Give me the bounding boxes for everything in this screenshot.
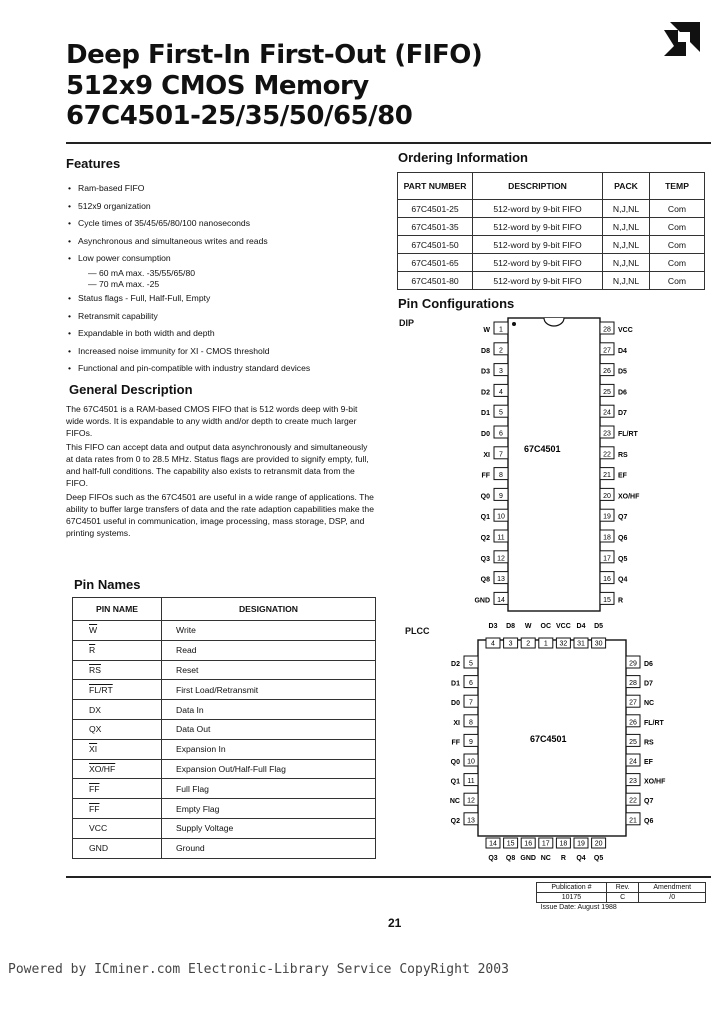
pin-number: 9 — [499, 492, 503, 500]
general-description-body — [66, 403, 376, 541]
pin-number: 7 — [469, 699, 473, 707]
pin-label: Q1 — [450, 778, 460, 786]
publication-label: Publication # — [537, 883, 607, 893]
pin-label: Q7 — [644, 798, 654, 806]
designation-cell: Write — [162, 621, 376, 641]
pin-label: Q7 — [618, 514, 628, 522]
pin-number: 10 — [497, 513, 505, 521]
ordering-table — [397, 172, 705, 290]
amendment-value: /0 — [639, 893, 706, 903]
pin-name-cell: $\overline{XI}$ — [73, 739, 162, 759]
pin-label: Q2 — [480, 535, 490, 542]
pin-number: 10 — [467, 758, 475, 766]
pin-label: NC — [540, 855, 551, 862]
pin-label: D8 — [506, 623, 516, 630]
pin-names-row — [73, 640, 376, 660]
plcc-label: PLCC — [405, 626, 430, 636]
pin-label: VCC — [556, 623, 571, 630]
ordering-cell: N,J,NL — [603, 272, 650, 290]
ordering-cell: Com — [650, 254, 705, 272]
pin-label: D4 — [618, 347, 627, 355]
pin-names-row — [73, 739, 376, 759]
description-header: DESCRIPTION — [473, 173, 603, 200]
pin-label: Q2 — [450, 817, 460, 825]
pin-names-row — [73, 759, 376, 779]
title-line-1: Deep First-In First-Out (FIFO) — [66, 40, 483, 70]
ordering-row — [398, 200, 705, 218]
pin-label: Q0 — [480, 493, 490, 501]
plcc-chip-label: 67C4501 — [530, 734, 567, 744]
pin-number: 3 — [508, 640, 513, 648]
ordering-row — [398, 218, 705, 236]
pin-label: Q8 — [480, 576, 490, 584]
pin-number: 17 — [541, 840, 550, 848]
pin-number: 21 — [603, 472, 611, 480]
pin-label: W — [483, 327, 490, 334]
pin-number: 5 — [469, 660, 473, 668]
pin-label: Q5 — [618, 555, 628, 563]
revision-label: Rev. — [606, 883, 639, 893]
ordering-cell: Com — [650, 200, 705, 218]
pin-label: Q0 — [450, 759, 460, 766]
revision-value: C — [606, 893, 639, 903]
pin-number: 2 — [526, 640, 531, 648]
pin-names-row — [73, 621, 376, 641]
pin-label: VCC — [618, 327, 633, 334]
pin-label: Q6 — [644, 817, 654, 825]
pin-label: Q5 — [593, 855, 604, 862]
pin-number: 1 — [543, 640, 548, 648]
feature-subitem: — 70 mA max. -25 — [88, 278, 160, 289]
pin-number: 28 — [603, 326, 611, 334]
ordering-cell: Com — [650, 218, 705, 236]
pin-number: 8 — [499, 472, 503, 480]
pin-label: D7 — [618, 410, 627, 418]
pin-diagram — [390, 310, 715, 870]
pin-name-cell: $\overline{FF}$ — [73, 799, 162, 819]
pin-names-row — [73, 719, 376, 739]
feature-item: • Status flags - Full, Half-Full, Empty — [66, 290, 386, 308]
pin-name-cell: VCC — [73, 818, 162, 838]
designation-cell: Full Flag — [162, 779, 376, 799]
pin-label: RS — [618, 451, 628, 459]
description-paragraph: Deep FIFOs such as the 67C4501 are useful in a wide range of applications. The ability to buffer large transfers of data and the rate adaption capabilities make the 67C4501 useful in communication, image processing, mass storage, DSP, and printing systems. — [66, 492, 374, 538]
ordering-cell: 67C4501-35 — [398, 218, 473, 236]
pin-number: 29 — [629, 660, 637, 668]
pin-label: D5 — [594, 623, 604, 630]
pin-number: 26 — [603, 368, 611, 376]
dip-chip-label: 67C4501 — [524, 444, 561, 454]
pin-names-table — [72, 597, 376, 859]
pin-label: Q3 — [480, 555, 490, 563]
pin-label: D7 — [644, 680, 653, 688]
pin-number: 21 — [629, 817, 637, 825]
dip-pin1-dot — [512, 322, 516, 326]
feature-item: • Functional and pin-compatible with industry standard devices — [66, 360, 386, 378]
pin-label: FL/RT — [618, 431, 638, 438]
general-description-heading: General Description — [69, 382, 193, 397]
pin-name-cell: XO/HF — [73, 759, 162, 779]
publication-number: 10175 — [537, 893, 607, 903]
ordering-cell: N,J,NL — [603, 200, 650, 218]
pin-label: D3 — [481, 368, 490, 376]
designation-cell: Empty Flag — [162, 799, 376, 819]
pin-number: 2 — [499, 347, 503, 355]
pin-label: GND — [474, 597, 490, 605]
description-paragraph: The 67C4501 is a RAM-based CMOS FIFO that is 512 words deep with 9-bit wide words. It is expandable to any width and/or depth to create much larger FIFOs. — [66, 404, 358, 438]
pin-number: 19 — [577, 840, 585, 848]
amendment-label: Amendment — [639, 883, 706, 893]
designation-cell: Supply Voltage — [162, 818, 376, 838]
pin-number: 11 — [467, 778, 475, 786]
pin-label: XO/HF — [644, 778, 666, 786]
features-heading: Features — [66, 156, 121, 171]
pin-label: GND — [520, 855, 536, 862]
pin-number: 27 — [603, 347, 611, 355]
designation-cell: Ground — [162, 838, 376, 858]
ordering-cell: 67C4501-80 — [398, 272, 473, 290]
feature-item: • Retransmit capability — [66, 308, 386, 326]
ordering-cell: 67C4501-25 — [398, 200, 473, 218]
pin-number: 23 — [603, 430, 611, 438]
page-number: 21 — [388, 916, 402, 930]
pin-label: Q3 — [488, 855, 498, 862]
publication-box — [536, 882, 706, 912]
designation-column-header: DESIGNATION — [162, 598, 376, 621]
pin-number: 16 — [603, 576, 611, 584]
designation-cell: Expansion Out/Half-Full Flag — [162, 759, 376, 779]
ordering-heading: Ordering Information — [398, 150, 528, 165]
ordering-cell: 512-word by 9-bit FIFO — [473, 218, 603, 236]
pin-label: D2 — [481, 389, 490, 397]
designation-cell: First Load/Retransmit — [162, 680, 376, 700]
pin-label: D0 — [451, 700, 460, 708]
ordering-cell: 67C4501-65 — [398, 254, 473, 272]
pin-name-cell: QX — [73, 719, 162, 739]
pin-number: 24 — [629, 758, 637, 766]
ordering-cell: Com — [650, 272, 705, 290]
pin-label: W — [524, 623, 532, 630]
amd-logo-icon — [660, 18, 704, 62]
pin-label: FF — [451, 739, 460, 747]
pin-number: 6 — [499, 430, 503, 438]
pin-number: 19 — [603, 513, 611, 521]
pin-number: 3 — [499, 368, 503, 376]
designation-cell: Data Out — [162, 719, 376, 739]
pin-number: 11 — [497, 534, 505, 542]
pin-number: 16 — [524, 840, 533, 848]
ordering-cell: 512-word by 9-bit FIFO — [473, 272, 603, 290]
pin-number: 8 — [469, 719, 473, 727]
pin-label: D4 — [576, 623, 586, 630]
title-line-3: 67C4501-25/35/50/65/80 — [66, 101, 413, 131]
pin-label: D1 — [451, 680, 460, 688]
pin-names-heading: Pin Names — [74, 577, 141, 592]
pin-number: 14 — [489, 840, 497, 848]
pin-label: FL/RT — [644, 719, 664, 727]
pin-number: 7 — [499, 451, 503, 459]
designation-cell: Reset — [162, 660, 376, 680]
pin-label: XI — [483, 451, 490, 459]
pin-number: 9 — [469, 738, 473, 746]
pin-number: 32 — [559, 640, 568, 648]
pin-number: 6 — [469, 680, 473, 688]
pin-number: 27 — [629, 699, 637, 707]
pin-number: 5 — [499, 409, 503, 417]
pin-label: XI — [453, 719, 460, 727]
pin-label: Q8 — [505, 855, 516, 862]
pin-label: FF — [481, 472, 490, 480]
ordering-cell: Com — [650, 236, 705, 254]
title-line-2: 512x9 CMOS Memory — [66, 71, 369, 101]
pin-label: EF — [618, 472, 627, 480]
pin-number: 14 — [497, 596, 505, 604]
feature-item: • Ram-based FIFO — [66, 180, 386, 198]
dip-notch — [544, 318, 564, 326]
pin-name-cell: $\overline{FF}$ — [73, 779, 162, 799]
pin-number: 22 — [629, 797, 637, 805]
designation-cell: Expansion In — [162, 739, 376, 759]
issue-date: Issue Date: August 1988 — [540, 904, 617, 911]
description-paragraph: This FIFO can accept data and output data asynchronously and simultaneously at data rates from 0 to 28.5 MHz. Status flags are provided to signify empty, full, and half-full conditions. The capability also exists to retransmit data from the FIFO. — [66, 442, 369, 488]
pin-names-row — [73, 799, 376, 819]
pin-number: 24 — [603, 409, 611, 417]
ordering-row — [398, 254, 705, 272]
pin-names-row — [73, 680, 376, 700]
pin-label: OC — [540, 623, 552, 630]
pin-label: D6 — [618, 389, 627, 397]
pin-number: 18 — [603, 534, 611, 542]
pin-label: D0 — [481, 431, 490, 438]
ordering-cell: N,J,NL — [603, 254, 650, 272]
pin-name-cell: $\overline{W}$ — [73, 621, 162, 641]
temp-header: TEMP — [650, 173, 705, 200]
designation-cell: Read — [162, 640, 376, 660]
feature-item: • Low power consumption — [66, 250, 386, 268]
pin-number: 31 — [577, 640, 585, 648]
pin-number: 1 — [499, 326, 503, 334]
pin-label: D8 — [481, 347, 490, 355]
feature-item: • Expandable in both width and depth — [66, 325, 386, 343]
ordering-cell: 512-word by 9-bit FIFO — [473, 254, 603, 272]
pin-name-cell: $\overline{R}$ — [73, 640, 162, 660]
pin-label: Q1 — [480, 514, 490, 522]
pin-names-row — [73, 660, 376, 680]
pin-label: XO/HF — [618, 493, 640, 501]
pin-number: 23 — [629, 778, 637, 786]
title-rule — [66, 142, 711, 144]
dip-label: DIP — [399, 318, 415, 328]
pack-header: PACK — [603, 173, 650, 200]
pin-label: D6 — [644, 661, 653, 668]
pin-label: D2 — [451, 661, 460, 668]
pin-label: Q6 — [618, 535, 628, 542]
pin-number: 13 — [497, 576, 505, 584]
pin-label: EF — [644, 759, 653, 766]
pin-number: 17 — [603, 555, 611, 563]
feature-item: • Cycle times of 35/45/65/80/100 nanoseconds — [66, 215, 386, 233]
footer-copyright: Powered by ICminer.com Electronic-Library Service CopyRight 2003 — [8, 962, 509, 977]
pin-number: 28 — [629, 680, 637, 688]
pin-names-row — [73, 700, 376, 720]
features-list — [66, 180, 386, 378]
pin-label: Q4 — [618, 576, 628, 584]
ordering-cell: 512-word by 9-bit FIFO — [473, 200, 603, 218]
pin-number: 20 — [603, 492, 611, 500]
pin-number: 15 — [603, 596, 611, 604]
pin-names-row — [73, 779, 376, 799]
pin-name-cell: $\overline{RS}$ — [73, 660, 162, 680]
ordering-cell: 67C4501-50 — [398, 236, 473, 254]
pin-label: R — [618, 597, 624, 605]
pin-label: RS — [644, 739, 654, 747]
ordering-cell: 512-word by 9-bit FIFO — [473, 236, 603, 254]
feature-subitem: — 60 mA max. -35/55/65/80 — [88, 267, 196, 278]
ordering-row — [398, 236, 705, 254]
pin-number: 25 — [603, 388, 611, 396]
pin-names-row — [73, 818, 376, 838]
pin-name-cell: DX — [73, 700, 162, 720]
pin-label: NC — [644, 700, 655, 708]
pin-number: 30 — [594, 640, 603, 648]
pin-number: 13 — [467, 817, 475, 825]
pin-number: 12 — [497, 555, 505, 563]
pin-number: 4 — [491, 640, 495, 648]
pin-number: 15 — [506, 840, 515, 848]
pin-number: 4 — [499, 388, 503, 396]
ordering-row — [398, 272, 705, 290]
pin-number: 25 — [629, 738, 637, 746]
designation-cell: Data In — [162, 700, 376, 720]
dip-body — [508, 318, 600, 611]
feature-item: • Asynchronous and simultaneous writes and reads — [66, 233, 386, 251]
pin-label: D1 — [481, 410, 490, 418]
pin-number: 12 — [467, 797, 475, 805]
pin-number: 18 — [559, 840, 568, 848]
pin-config-heading: Pin Configurations — [398, 296, 515, 311]
pin-label: Q4 — [576, 855, 586, 862]
feature-item: • Increased noise immunity for XI - CMOS threshold — [66, 343, 386, 361]
pin-name-cell: FL/RT — [73, 680, 162, 700]
pin-label: D3 — [488, 623, 498, 630]
pin-names-row — [73, 838, 376, 858]
pin-number: 20 — [594, 840, 603, 848]
ordering-cell: N,J,NL — [603, 236, 650, 254]
pin-label: D5 — [618, 368, 627, 376]
feature-item: • 512x9 organization — [66, 198, 386, 216]
pin-name-column-header: PIN NAME — [73, 598, 162, 621]
pin-label: R — [560, 855, 566, 862]
pin-number: 26 — [629, 719, 637, 727]
pin-name-cell: GND — [73, 838, 162, 858]
pin-number: 22 — [603, 451, 611, 459]
bottom-rule — [66, 876, 711, 878]
ordering-cell: N,J,NL — [603, 218, 650, 236]
pin-label: NC — [449, 798, 460, 806]
part-number-header: PART NUMBER — [398, 173, 473, 200]
